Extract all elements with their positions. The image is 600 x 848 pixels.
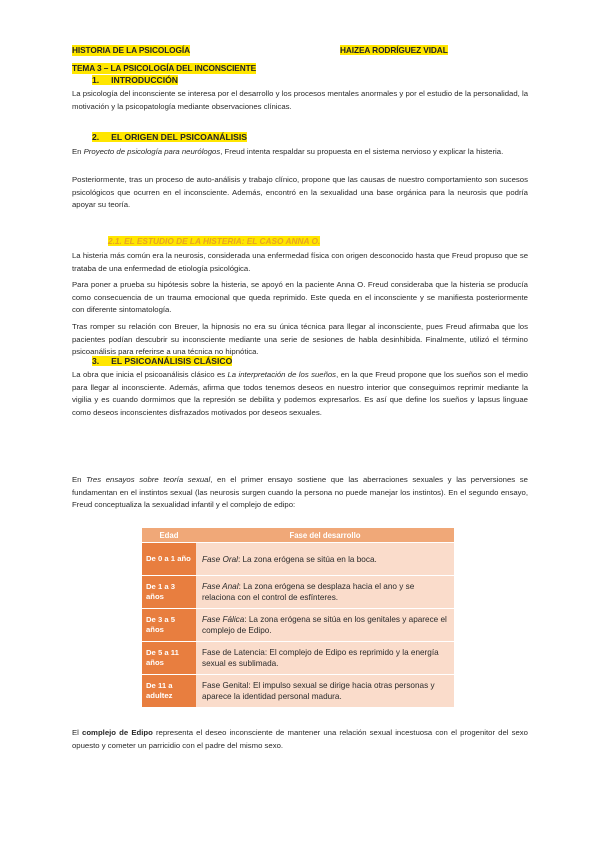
section-1-paragraph: La psicología del inconsciente se interesa por el desarrollo y los procesos mentales anormales y por el estudio de la personalidad, la motivación y la psicopatología mediante observaciones clínicas. <box>72 89 528 111</box>
topic-title: TEMA 3 – LA PSICOLOGÍA DEL INCONSCIENTE <box>72 63 257 73</box>
table-row <box>142 576 454 609</box>
subsection-paragraph-2: Para poner a prueba su hipótesis sobre la histeria, se apoyó en la paciente Anna O. Freud consideraba que la histeria se producía como consecuencia de un trauma emocional que queda reprimido. Este queda en el inconsciente y se manifiesta posteriormente con diferente sintomatología. <box>72 280 528 315</box>
phase-cell: Fase Oral: La zona erógena se sitúa en la boca. <box>196 543 454 576</box>
phase-cell: Fase de Latencia: El complejo de Edipo es reprimido y la energía sexual es sublimada. <box>196 642 454 675</box>
course-title: HISTORIA DE LA PSICOLOGÍA <box>72 45 190 55</box>
section-1-heading: 1. INTRODUCCIÓN <box>92 75 179 85</box>
page-header <box>72 40 532 73</box>
section-3-paragraph-3: El complejo de Edipo representa el deseo inconsciente de mantener una relación sexual incestuosa con el progenitor del sexo opuesto y cometer un parricidio con el padre del mismo sexo. <box>72 728 528 750</box>
section-3-paragraph-2: En Tres ensayos sobre teoría sexual, en el primer ensayo sostiene que las aberraciones sexuales y las perversiones se fundamentan en el instintos sexual (las neurosis surgen cuando la persona no puede manejar los instintos). En el segundo ensayo, Freud conceptualiza la sexualidad infantil y el complejo de edipo: <box>72 475 528 510</box>
age-cell: De 3 a 5 años <box>142 609 196 642</box>
table-row <box>142 675 454 708</box>
age-cell: De 11 a adultez <box>142 675 196 708</box>
table-header-row <box>142 528 454 543</box>
development-stages-table <box>142 528 454 708</box>
table-row <box>142 609 454 642</box>
author-name: HAIZEA RODRÍGUEZ VIDAL <box>340 45 448 55</box>
age-cell: De 0 a 1 año <box>142 543 196 576</box>
subsection-paragraph-1: La histeria más común era la neurosis, considerada una enfermedad física con origen desconocido hasta que Freud propuso que se trataba de una enfermedad de etiología psicológica. <box>72 251 528 273</box>
phase-cell: Fase Genital: El impulso sexual se dirige hacia otras personas y aparece la identidad personal madura. <box>196 675 454 708</box>
section-3-heading: 3. EL PSICOANÁLISIS CLÁSICO <box>92 356 233 366</box>
age-cell: De 5 a 11 años <box>142 642 196 675</box>
age-cell: De 1 a 3 años <box>142 576 196 609</box>
table-row <box>142 543 454 576</box>
phase-cell: Fase Anal: La zona erógena se desplaza hacia el ano y se relaciona con el control de esfínteres. <box>196 576 454 609</box>
header-left <box>72 40 256 76</box>
section-2-paragraph-1: En Proyecto de psicología para neurólogos, Freud intenta respaldar su propuesta en el sistema nervioso y explicar la histeria. <box>72 147 504 156</box>
section-2-paragraph-2: Posteriormente, tras un proceso de auto-análisis y trabajo clínico, propone que las causas de nuestro comportamiento son sucesos psicológicos que ocurren en el inconsciente. Además, encontró en la sexualidad una base orgánica para la neurosis que podría apoyar su teoría. <box>72 175 528 210</box>
header-phase: Fase del desarrollo <box>196 528 454 543</box>
header-age: Edad <box>142 528 196 543</box>
section-2-heading: 2. EL ORIGEN DEL PSICOANÁLISIS <box>92 132 247 142</box>
subsection-paragraph-3: Tras romper su relación con Breuer, la hipnosis no era su única técnica para llegar al inconsciente, pues Freud afirmaba que los pacientes podían descubrir su inconsciente mediante una serie de sesiones de habla desinhibida. Finalmente, utilizó el término psicoanálisis para referirse a una técnica no hipnótica. <box>72 322 528 357</box>
phase-cell: Fase Fálica: La zona erógena se sitúa en los genitales y aparece el complejo de Edipo. <box>196 609 454 642</box>
subsection-2-1-heading: 2.1. EL ESTUDIO DE LA HISTERIA: EL CASO ANNA O. <box>108 236 321 246</box>
section-3-paragraph-1: La obra que inicia el psicoanálisis clásico es La interpretación de los sueños, en la que Freud propone que los sueños son el medio para llegar al inconsciente. Además, afirma que todos tenemos deseos en nuestro interior que conseguimos reprimir mediante la vigilia y es cuando dormimos que la represión se debilita y podemos expresarlos. Es así que define los sueños y lapsus linguae como deseos inconscientes disfrazados motivados por deseos sexuales. <box>72 370 528 417</box>
table-row <box>142 642 454 675</box>
